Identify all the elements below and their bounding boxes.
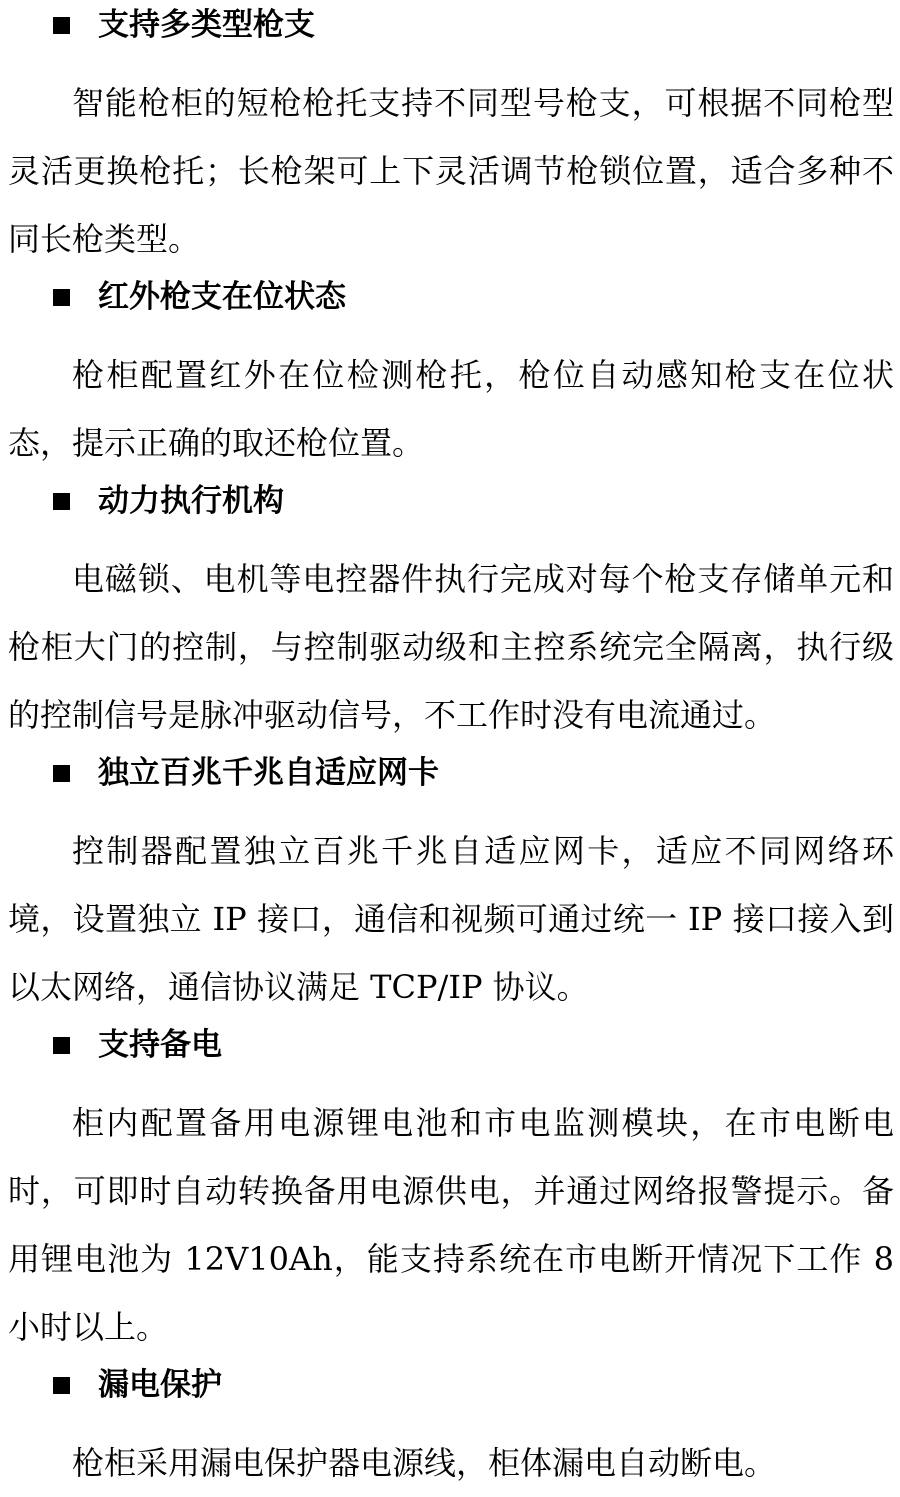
section-backup-power xyxy=(0,1021,900,1361)
square-bullet-icon xyxy=(53,17,70,34)
heading-text: 支持多类型枪支 xyxy=(98,7,315,43)
section-network-card xyxy=(0,749,900,1021)
square-bullet-icon xyxy=(53,765,70,782)
square-bullet-icon xyxy=(53,1037,70,1054)
section-infrared-status xyxy=(0,273,900,477)
square-bullet-icon xyxy=(53,1377,70,1394)
heading-text: 漏电保护 xyxy=(98,1367,222,1403)
heading-text: 动力执行机构 xyxy=(98,483,284,519)
section-paragraph: 智能枪柜的短枪枪托支持不同型号枪支，可根据不同枪型灵活更换枪托；长枪架可上下灵活调节枪锁位置，适合多种不同长枪类型。 xyxy=(8,84,894,258)
section-paragraph: 柜内配置备用电源锂电池和市电监测模块，在市电断电时，可即时自动转换备用电源供电，并通过网络报警提示。备用锂电池为 12V10Ah，能支持系统在市电断开情况下工作 8 小时以上。 xyxy=(8,1104,894,1346)
heading-text: 独立百兆千兆自适应网卡 xyxy=(98,755,439,791)
section-heading xyxy=(0,1021,900,1089)
heading-text: 红外枪支在位状态 xyxy=(98,279,346,315)
section-paragraph: 电磁锁、电机等电控器件执行完成对每个枪支存储单元和枪柜大门的控制，与控制驱动级和主控系统完全隔离，执行级的控制信号是脉冲驱动信号，不工作时没有电流通过。 xyxy=(8,560,894,734)
section-multi-gun-support xyxy=(0,1,900,273)
section-paragraph: 枪柜采用漏电保护器电源线，柜体漏电自动断电。 xyxy=(72,1444,777,1482)
square-bullet-icon xyxy=(53,289,70,306)
section-power-actuator xyxy=(0,477,900,749)
section-leakage-protection xyxy=(0,1361,900,1497)
section-paragraph: 枪柜配置红外在位检测枪托，枪位自动感知枪支在位状态，提示正确的取还枪位置。 xyxy=(8,356,894,462)
section-heading xyxy=(0,749,900,817)
heading-text: 支持备电 xyxy=(98,1027,222,1063)
section-heading xyxy=(0,273,900,341)
section-heading xyxy=(0,1,900,69)
square-bullet-icon xyxy=(53,493,70,510)
section-heading xyxy=(0,1361,900,1429)
section-paragraph: 控制器配置独立百兆千兆自适应网卡，适应不同网络环境，设置独立 IP 接口，通信和视频可通过统一 IP 接口接入到以太网络，通信协议满足 TCP/IP 协议。 xyxy=(8,832,894,1006)
section-heading xyxy=(0,477,900,545)
